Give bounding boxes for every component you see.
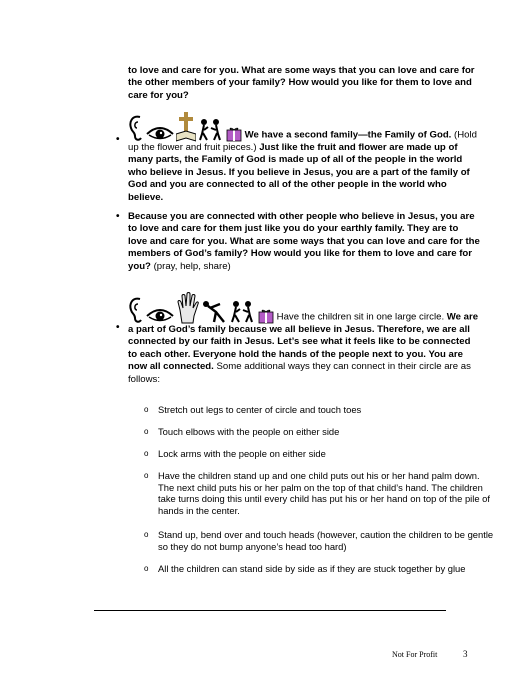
- second-family-stage-direction: (Hold up the flower and fruit pieces.): [128, 129, 477, 153]
- children-icon: [230, 300, 256, 324]
- icon-strip: [128, 292, 274, 324]
- bullet-marker: •: [116, 211, 120, 222]
- second-family-body: Just like the fruit and flower are made up of many parts, the Family of God is made up of all of the people in the world who believe in Jesus. If you believe in Jesus, you are a part of the family of God and you are connected to all of the other people in the world who believe.: [128, 142, 470, 203]
- stretching-person-icon: [202, 300, 228, 324]
- paragraph-top: to love and care for you. What are some ways that you can love and care for the other members of your family? How would you like for them to love and care for you?: [128, 65, 475, 101]
- eye-icon: [146, 124, 174, 142]
- bible-cross-icon: [176, 112, 196, 142]
- paragraph-circle: [128, 292, 480, 386]
- list-item: o Have the children stand up and one child puts out his or her hand palm down. The next child puts his or her palm on the top of that child’s hand. The children take turns doing this until every child has put his or her hand on top of the pile of hands in the center.: [144, 470, 490, 516]
- second-family-lead: We have a second family—the Family of God.: [244, 129, 452, 141]
- gift-icon: [226, 126, 242, 142]
- ear-icon: [128, 114, 144, 142]
- hand-icon: [176, 292, 200, 324]
- eye-icon: [146, 306, 174, 324]
- paragraph-second-family: [128, 112, 480, 204]
- connected-body: Because you are connected with other people who believe in Jesus, you are to love and care for them just like you do your earthly family. They are to love and care for you. What are some ways that you can love and care for the members of God’s family? How would you like for them to love and care for you?: [128, 211, 480, 272]
- circle-body: We are a part of God’s family because we all believe in Jesus. Therefore, we are all connected by our faith in Jesus. Let’s see what it feels like to be connected to each other. Everyone hold the hands of the people next to you. You are now all connected.: [128, 311, 479, 373]
- list-item: o Lock arms with the people on either side: [144, 448, 326, 459]
- ear-icon: [128, 296, 144, 324]
- list-item: o Stretch out legs to center of circle and touch toes: [144, 404, 362, 415]
- bullet-marker: •: [116, 322, 120, 333]
- circle-stage-direction: Have the children sit in one large circle.: [276, 311, 445, 323]
- footer-rule: [94, 610, 446, 611]
- list-item: o Touch elbows with the people on either side: [144, 426, 340, 437]
- circle-additional-ways: Some additional ways they can connect in their circle are as follows:: [128, 361, 471, 385]
- connected-answers: (pray, help, share): [153, 260, 231, 272]
- children-icon: [198, 118, 224, 142]
- gift-icon: [258, 308, 274, 324]
- paragraph-connected: [128, 211, 480, 273]
- footer-label: Not For Profit: [392, 650, 438, 659]
- list-item: o All the children can stand side by side as if they are stuck together by glue: [144, 563, 466, 574]
- icon-strip: [128, 112, 242, 142]
- page-number: 3: [463, 649, 468, 659]
- list-item: o Stand up, bend over and touch heads (however, caution the children to be gentle so they do not bump anyone’s head too hard): [144, 529, 494, 552]
- bullet-marker: •: [116, 134, 120, 145]
